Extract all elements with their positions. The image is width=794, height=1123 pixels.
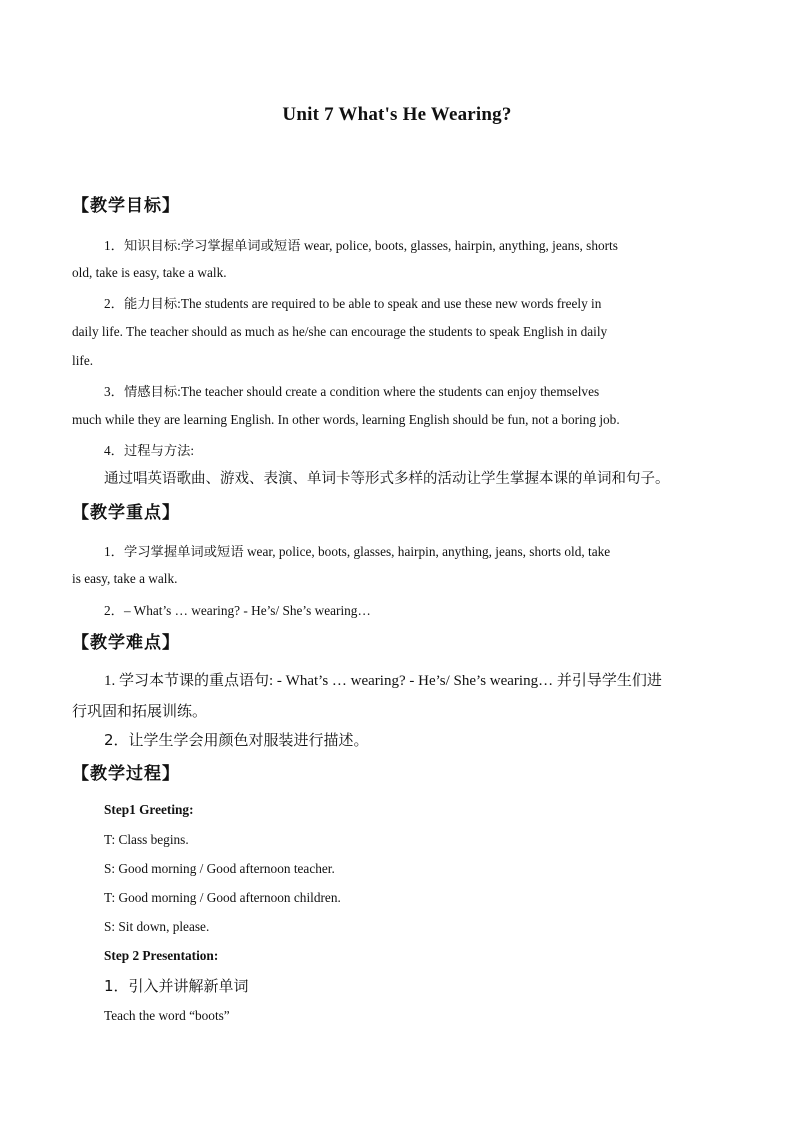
section-heading-objectives: 【教学目标】 xyxy=(72,196,180,216)
difficulty-2: 2．让学生学会用颜色对服装进行描述。 xyxy=(104,731,369,749)
objective-2-line-2: daily life. The teacher should as much as he/she can encourage the students to speak English in daily xyxy=(72,324,608,339)
key-point-1-line-2: is easy, take a walk. xyxy=(72,571,178,586)
step2-item-1: 1．引入并讲解新单词 xyxy=(104,977,249,995)
step1-title: Step1 Greeting: xyxy=(104,802,194,817)
key-point-1-line-1: 1．学习掌握单词或短语 wear, police, boots, glasses, hairpin, anything, jeans, shorts old, take xyxy=(104,544,611,559)
section-heading-process: 【教学过程】 xyxy=(72,764,180,784)
page-title: Unit 7 What's He Wearing? xyxy=(282,104,512,125)
step2-line: Teach the word “boots” xyxy=(104,1008,230,1023)
step1-line-4: S: Sit down, please. xyxy=(104,919,210,934)
section-heading-key-points: 【教学重点】 xyxy=(72,503,180,523)
objective-4-text: 通过唱英语歌曲、游戏、表演、单词卡等形式多样的活动让学生掌握本课的单词和句子。 xyxy=(104,471,670,487)
key-point-2: 2．– What’s … wearing? - He’s/ She’s wearing… xyxy=(104,603,371,618)
difficulty-1-line-2: 行巩固和拓展训练。 xyxy=(72,702,208,720)
section-heading-difficulties: 【教学难点】 xyxy=(72,633,180,653)
step1-line-3: T: Good morning / Good afternoon children. xyxy=(104,890,341,905)
objective-3-line-1: 3．情感目标:The teacher should create a condition where the students can enjoy themselves xyxy=(104,384,600,399)
step2-title: Step 2 Presentation: xyxy=(104,948,219,963)
step1-line-1: T: Class begins. xyxy=(104,832,189,847)
objective-2-line-3: life. xyxy=(72,353,94,368)
objective-4-label: 4．过程与方法: xyxy=(104,443,195,458)
objective-1-line-1: 1．知识目标:学习掌握单词或短语 wear, police, boots, glasses, hairpin, anything, jeans, shorts xyxy=(104,238,618,253)
difficulty-1-line-1: 1. 学习本节课的重点语句: - What’s … wearing? - He’s/ She’s wearing… 并引导学生们进 xyxy=(104,673,662,689)
step1-line-2: S: Good morning / Good afternoon teacher. xyxy=(104,861,335,876)
objective-2-line-1: 2．能力目标:The students are required to be able to speak and use these new words freely in xyxy=(104,296,602,311)
objective-1-line-2: old, take is easy, take a walk. xyxy=(72,265,227,280)
objective-3-line-2: much while they are learning English. In other words, learning English should be fun, not a boring job. xyxy=(72,412,620,427)
